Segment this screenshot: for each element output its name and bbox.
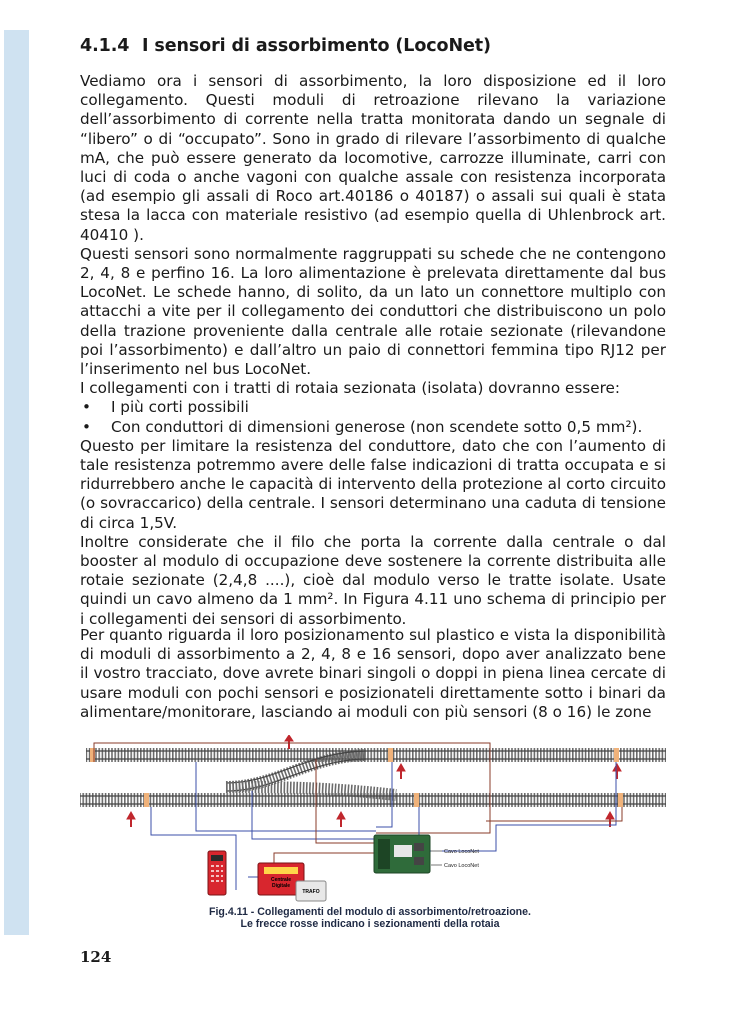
list-item: • Con conduttori di dimensioni generose (non scendete sotto 0,5 mm²).: [80, 418, 666, 437]
section-heading: [80, 36, 491, 56]
paragraph: I collegamenti con i tratti di rotaia sezionata (isolata) dovranno essere:: [80, 379, 620, 398]
transformer-label: TRAFO: [302, 889, 320, 895]
side-margin-band: [4, 30, 29, 935]
paragraph: Inoltre considerate che il filo che porta la corrente dalla centrale o dal booster al modulo di occupazione deve sostenere la corrente distribuita alle rotaie sezionate (2,4,8 ....), cioè dal modulo verso le tratte isolate. Usate quindi un cavo almeno da 1 mm². In Figura 4.11 uno schema di principio per i collegamenti dei sensori di assorbimento.: [80, 532, 666, 628]
bullet-list: [80, 398, 666, 436]
red-arrow-icon: [613, 764, 621, 779]
caption-line: Le frecce rosse indicano i sezionamenti della rotaia: [240, 918, 500, 930]
cable-label: Cavo LocoNet: [444, 863, 479, 869]
lower-track: [80, 793, 666, 807]
central-label: Digitale: [271, 883, 291, 889]
red-arrow-icon: [337, 812, 345, 827]
paragraph: Questo per limitare la resistenza del conduttore, dato che con l’aumento di tale resistenza potremmo avere delle false indicazioni di tratta occupata e si ridurrebbero anche le capacità di intervento della protezione al corto circuito (o sovraccarico) della centrale. I sensori determinano una caduta di tensione di circa 1,5V.: [80, 436, 666, 532]
paragraph: Vediamo ora i sensori di assorbimento, la loro disposizione ed il loro collegamento. Questi moduli di retroazione rilevano la variazione dell’assorbimento di corrente nella tratta monitorata dando un segnale di “libero” o di “occupato”. Sono in grado di rilevare l’assorbimento di qualche mA, che può essere generato da locomotive, carrozze illuminate, carri con luci di coda o anche vagoni con qualche assale con resistenza incorporata (ad esempio gli assali di Roco art.40186 o 40187) o assali sui quali è stata stesa la lacca con materiale resistivo (ad esempio quella di Uhlenbrock art. 40410 ).: [80, 72, 666, 244]
paragraph: Questi sensori sono normalmente raggruppati su schede che ne contengono 2, 4, 8 e perfino 16. La loro alimentazione è prelevata direttamente dal bus LocoNet. Le schede hanno, di solito, da un lato un connettore multiplo con attacchi a vite per il collegamento dei conduttori che distribuiscono un polo della trazione proveniente dalla centrale alle rotaie sezionate (rilevandone poi l’assorbimento) e dall’altro un paio di connettori femmina tipo RJ12 per l’inserimento nel bus LocoNet.: [80, 244, 666, 379]
section-title: I sensori di assorbimento (LocoNet): [142, 36, 491, 56]
feeder-wires: [94, 743, 622, 893]
body-text-continued: [80, 626, 666, 722]
red-arrow-icon: [285, 735, 293, 749]
figure-caption: [120, 906, 620, 930]
wiring-diagram: [76, 735, 668, 907]
occupancy-module: [374, 835, 430, 873]
upper-track: [86, 748, 666, 762]
section-number: 4.1.4: [80, 36, 130, 56]
paragraph: Per quanto riguarda il loro posizionamento sul plastico e vista la disponibilità di moduli di assorbimento a 2, 4, 8 e 16 sensori, dopo aver analizzato bene il vostro tracciato, dove avrete binari singoli o doppi in piena linea cercate di usare moduli con pochi sensori e posizionateli direttamente sotto i binari da alimentare/monitorare, lasciando ai moduli con più sensori (8 o 16) le zone: [80, 626, 666, 721]
page-number: 124: [80, 948, 112, 966]
handheld-controller: [208, 851, 226, 895]
caption-line: Fig.4.11 - Collegamenti del modulo di assorbimento/retroazione.: [209, 906, 531, 918]
red-arrow-icon: [127, 812, 135, 827]
central-label: Centrale: [270, 877, 292, 883]
cable-label: Cavo LocoNet: [444, 849, 479, 855]
body-text: [80, 72, 666, 629]
list-item: • I più corti possibili: [80, 398, 666, 417]
transformer: [296, 881, 326, 901]
red-arrow-icon: [397, 764, 405, 779]
